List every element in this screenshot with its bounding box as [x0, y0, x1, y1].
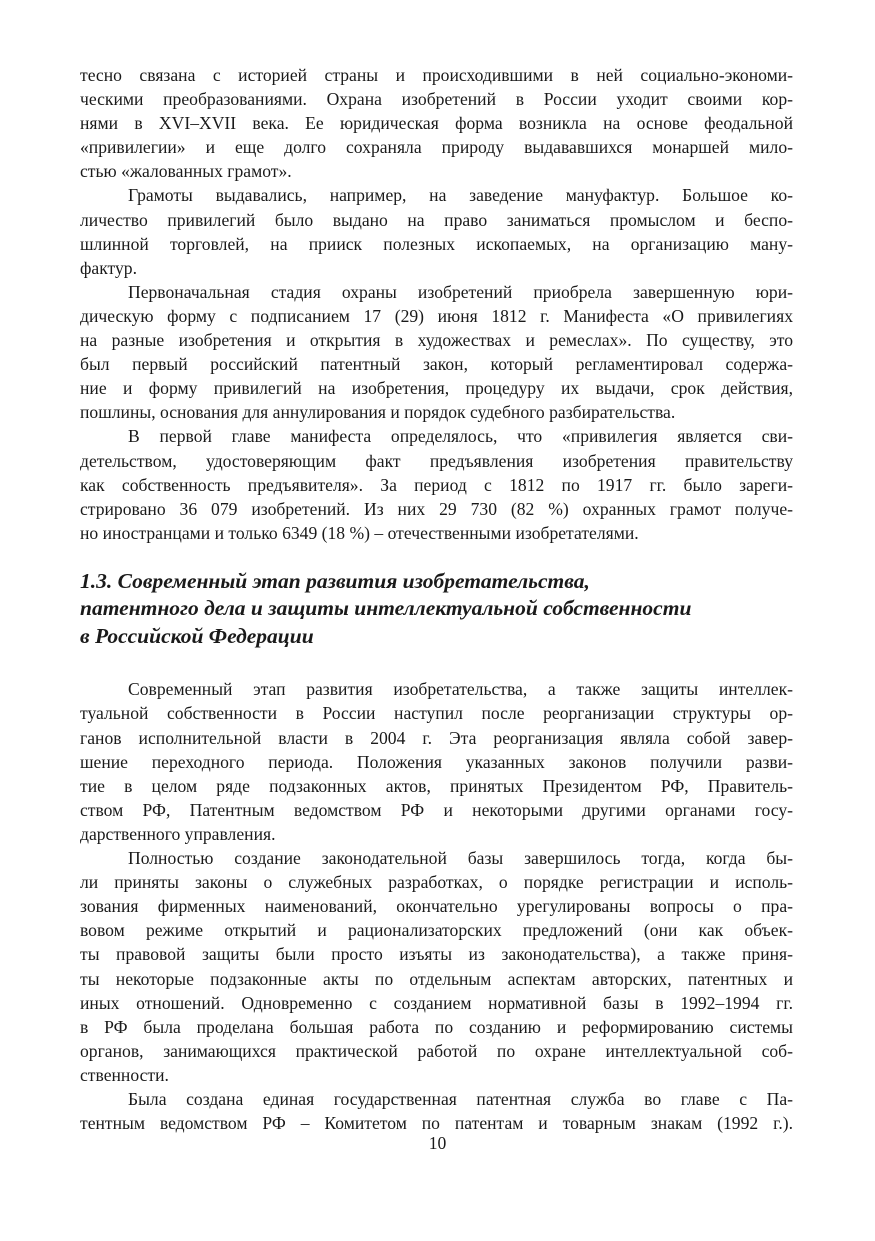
text-line: был первый российский патентный закон, который регламентировал содержа- — [80, 354, 793, 375]
text-line: ственности. — [80, 1064, 169, 1085]
section-heading — [80, 568, 793, 651]
text-line: детельством, удостоверяющим факт предъявления изобретения правительству — [80, 450, 793, 471]
text-line: Грамоты выдавались, например, на заведение мануфактур. Большое ко- — [128, 185, 793, 206]
text-line: ние и форму привилегий на изобретения, процедуру их выдачи, срок действия, — [80, 378, 793, 399]
text-line: в РФ была проделана большая работа по созданию и реформированию системы — [80, 1016, 793, 1037]
text-line: тентным ведомством РФ – Комитетом по патентам и товарным знакам (1992 г.). — [80, 1113, 793, 1134]
body-text-before-heading — [80, 63, 793, 545]
text-line: Была создана единая государственная патентная служба во главе с Па- — [128, 1088, 793, 1109]
text-line: нями в XVI–XVII века. Ее юридическая форма возникла на основе феодальной — [80, 113, 793, 134]
text-line: шлинной торговлей, на прииск полезных ископаемых, на организацию ману- — [80, 233, 793, 254]
paragraph — [80, 846, 793, 1087]
text-line: тие в целом ряде подзаконных актов, принятых Президентом РФ, Правитель- — [80, 775, 793, 796]
paragraph — [80, 424, 793, 544]
text-line: фактур. — [80, 257, 137, 278]
paragraph — [80, 63, 793, 183]
paragraph — [80, 280, 793, 425]
section-heading-line: в Российской Федерации — [80, 623, 314, 648]
text-line: Современный этап развития изобретательства, а также защиты интеллек- — [128, 679, 793, 700]
text-line: стью «жалованных грамот». — [80, 161, 292, 182]
page-number: 10 — [428, 1133, 447, 1153]
paragraph — [80, 1087, 793, 1135]
text-line: пошлины, основания для аннулирования и порядок судебного разбирательства. — [80, 402, 676, 423]
text-line: как собственность предъявителя». За период с 1812 по 1917 гг. было зареги- — [80, 474, 793, 495]
text-line: органов, занимающихся практической работой по охране интеллектуальной соб- — [80, 1040, 793, 1061]
text-line: на разные изобретения и открытия в художествах и ремеслах». По существу, это — [80, 330, 793, 351]
text-line: зования фирменных наименований, окончательно урегулированы вопросы о пра- — [80, 896, 793, 917]
section-heading-line: 1.3. Современный этап развития изобретательства, — [80, 568, 590, 593]
section-heading-line: патентного дела и защиты интеллектуальной собственности — [80, 596, 692, 621]
text-line: ганов исполнительной власти в 2004 г. Эта реорганизация являла собой завер- — [80, 727, 793, 748]
text-line: ты правовой защиты были просто изъяты из законодательства), а также приня- — [80, 944, 793, 965]
text-line: Первоначальная стадия охраны изобретений приобрела завершенную юри- — [128, 281, 793, 302]
text-line: шение переходного периода. Положения указанных законов получили разви- — [80, 751, 793, 772]
text-line: ли приняты законы о служебных разработках, о порядке регистрации и исполь- — [80, 872, 793, 893]
text-line: но иностранцами и только 6349 (18 %) – отечественными изобретателями. — [80, 522, 639, 543]
text-line: иных отношений. Одновременно с созданием нормативной базы в 1992–1994 гг. — [80, 992, 793, 1013]
text-line: ческими преобразованиями. Охрана изобретений в России уходит своими кор- — [80, 89, 793, 110]
text-line: Полностью создание законодательной базы завершилось тогда, когда бы- — [128, 848, 793, 869]
text-line: В первой главе манифеста определялось, что «привилегия является сви- — [128, 426, 793, 447]
text-line: дарственного управления. — [80, 823, 276, 844]
paragraph — [80, 183, 793, 279]
text-line: «привилегии» и еще долго сохраняла природу выдававшихся монаршей мило- — [80, 137, 793, 158]
text-line: ством РФ, Патентным ведомством РФ и некоторыми другими органами госу- — [80, 799, 793, 820]
paragraph — [80, 677, 793, 846]
text-line: ты некоторые подзаконные акты по отдельным аспектам авторских, патентных и — [80, 968, 793, 989]
text-line: личество привилегий было выдано на право заниматься промыслом и беспо- — [80, 209, 793, 230]
document-page — [80, 63, 793, 1135]
text-line: тесно связана с историей страны и происходившими в ней социально-экономи- — [80, 65, 793, 85]
text-line: вовом режиме открытий и рационализаторских предложений (они как объек- — [80, 920, 793, 941]
text-line: дическую форму с подписанием 17 (29) июня 1812 г. Манифеста «О привилегиях — [80, 305, 793, 326]
text-line: стрировано 36 079 изобретений. Из них 29 730 (82 %) охранных грамот получе- — [80, 498, 793, 519]
body-text-after-heading — [80, 677, 793, 1135]
text-line: туальной собственности в России наступил после реорганизации структуры ор- — [80, 703, 793, 724]
